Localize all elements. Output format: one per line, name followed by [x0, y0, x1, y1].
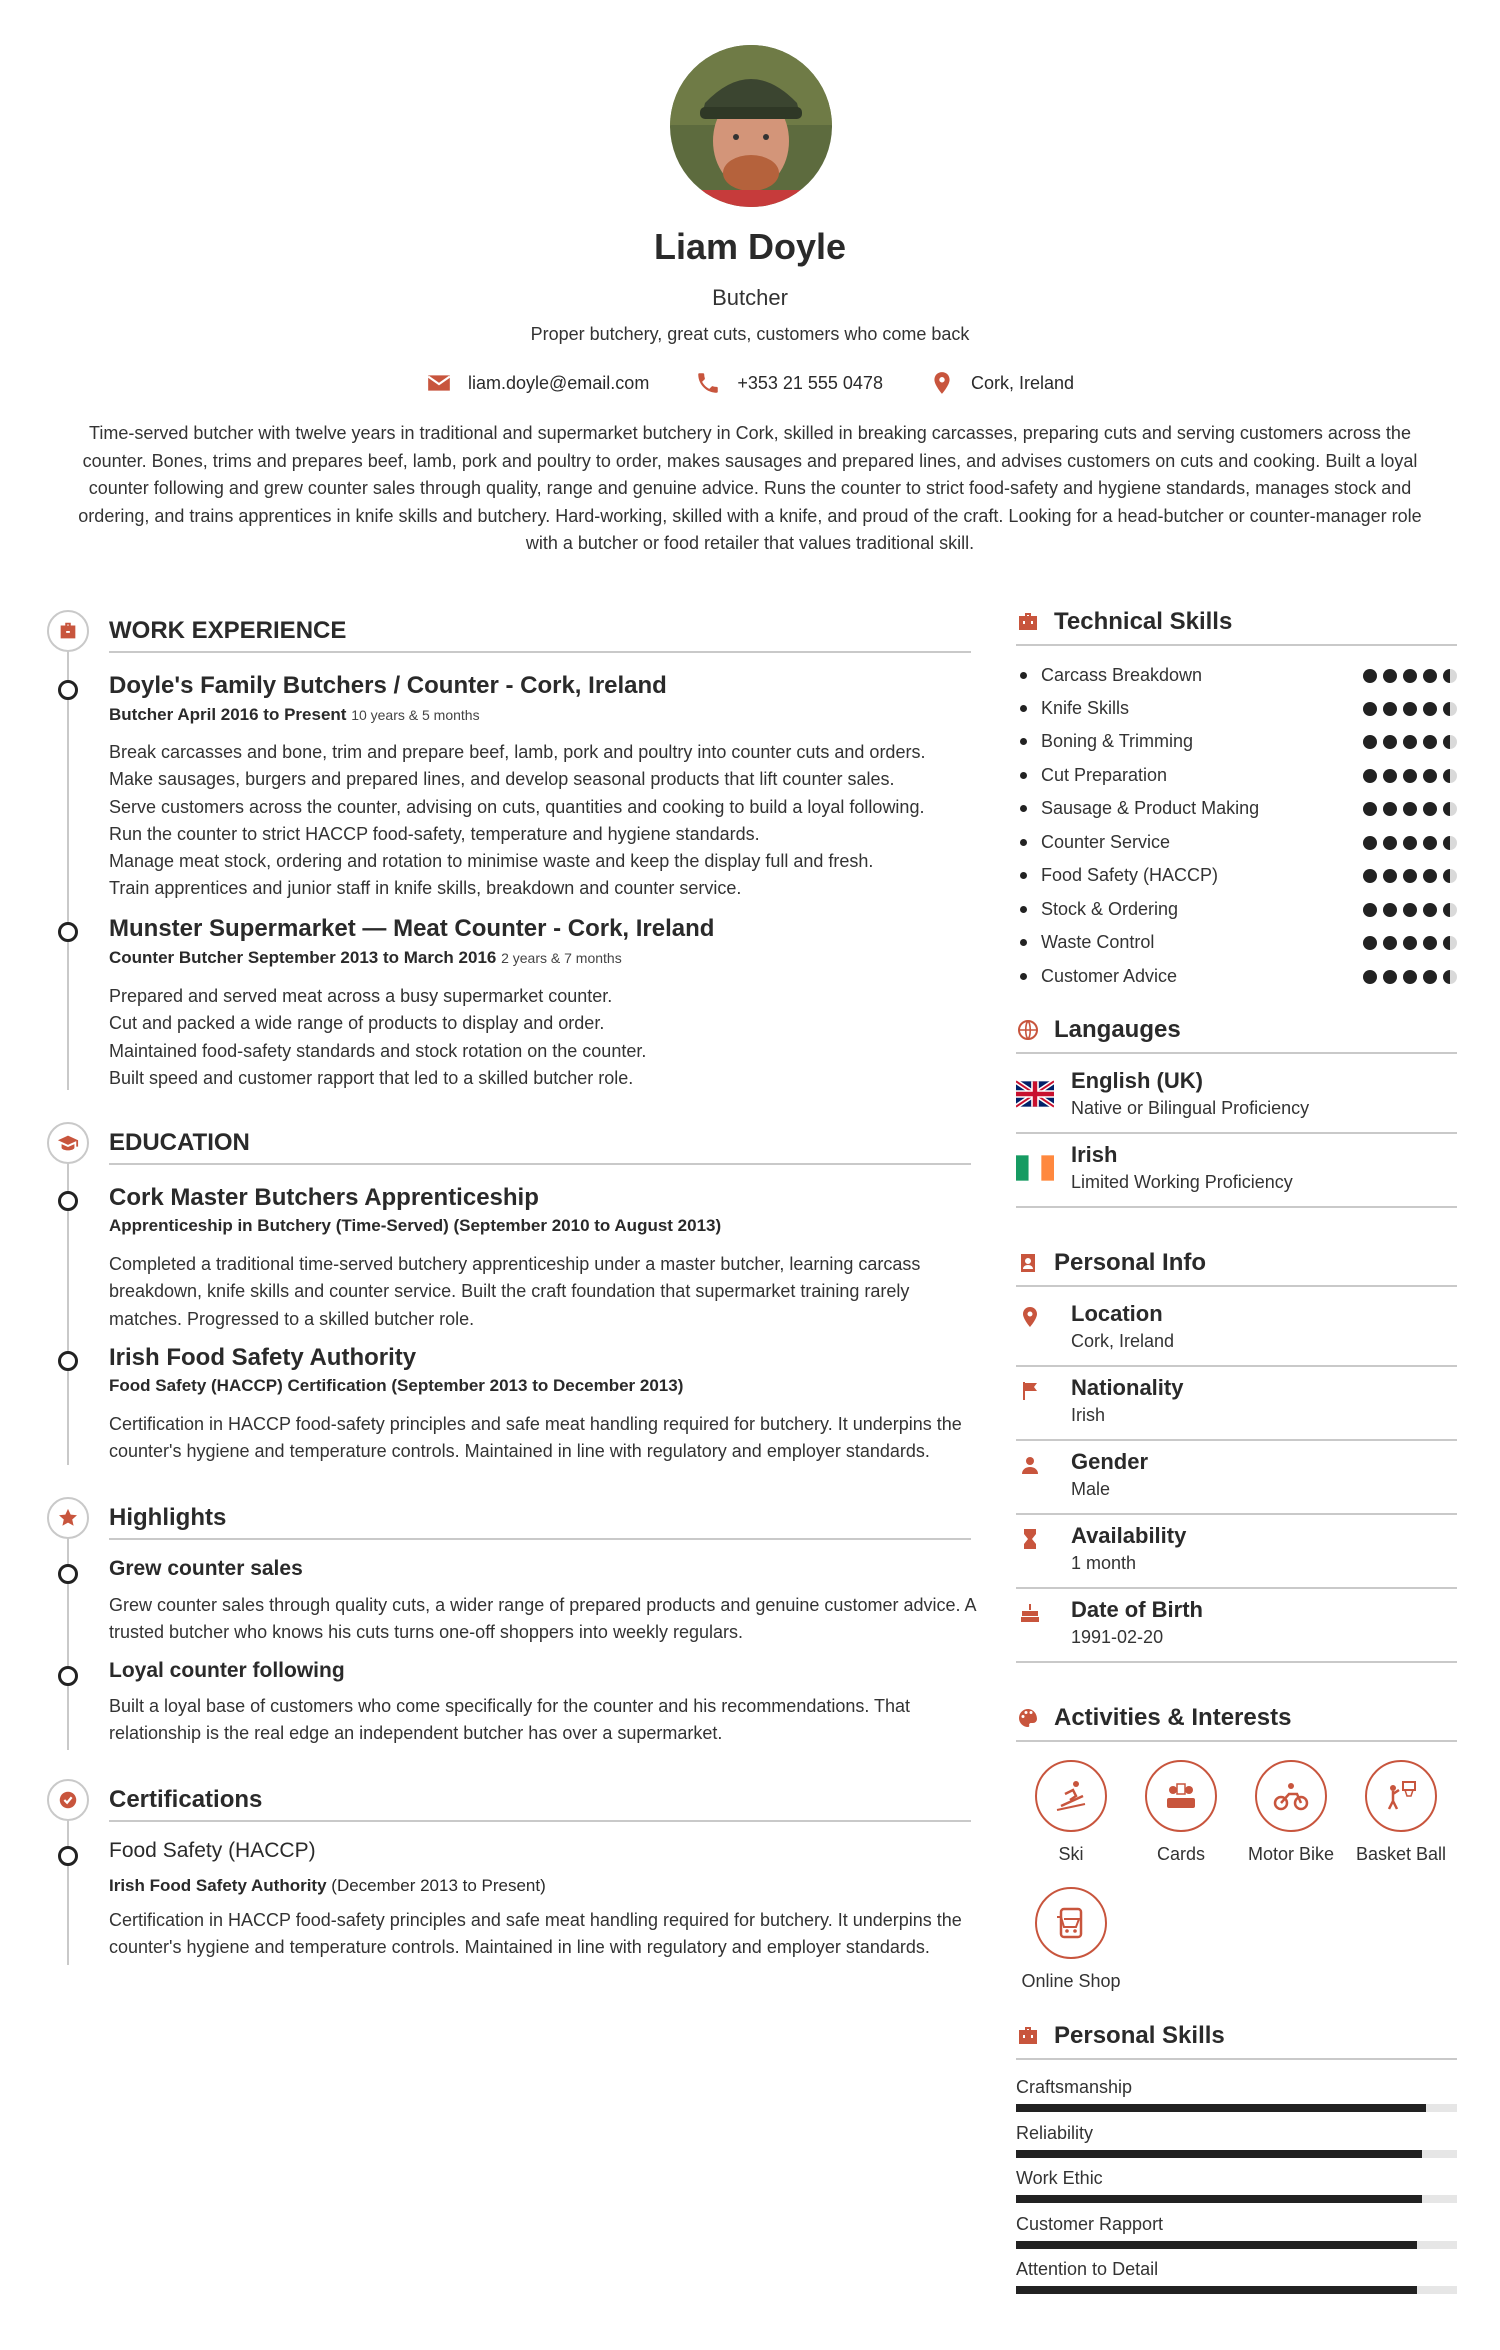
info-value: Cork, Ireland [1071, 1331, 1175, 1351]
language-row [1016, 1142, 1457, 1208]
language-name: English (UK) [1071, 1068, 1203, 1093]
job-title: Munster Supermarket — Meat Counter - Cork, Ireland [109, 915, 715, 942]
personal-skill-row [1016, 2259, 1457, 2294]
timeline-dot [58, 1351, 78, 1371]
activity-label: Cards [1156, 1844, 1205, 1864]
personal-skill-bar [1016, 2241, 1457, 2249]
job-role-text: Butcher April 2016 to Present [109, 705, 347, 724]
info-value: Male [1071, 1479, 1111, 1499]
certification-description: Certification in HACCP food-safety principles and safe meat handling required for butchery. It underpins the counter's hygiene and temperature controls. Maintained in line with regulatory and employer standards. [109, 1910, 962, 1958]
personal-info-row [1016, 1523, 1457, 1589]
technical-skill-row [1016, 725, 1457, 758]
education-title: Irish Food Safety Authority [109, 1344, 417, 1371]
job-description [109, 983, 979, 1092]
activity-label: Basket Ball [1355, 1844, 1447, 1864]
highlight-title: Loyal counter following [109, 1659, 345, 1682]
section-title-technical-skills [1016, 608, 1457, 646]
section-title-personal-info [1016, 1249, 1457, 1287]
personal-skill-row [1016, 2077, 1457, 2112]
personal-skill-bar [1016, 2150, 1457, 2158]
skill-rating [1363, 970, 1457, 984]
email-icon [426, 370, 452, 396]
bullet [1020, 772, 1027, 779]
certification-period: (December 2013 to Present) [331, 1876, 546, 1895]
timeline-dot [58, 922, 78, 942]
technical-skill-row [1016, 659, 1457, 692]
person-icon [1018, 1453, 1042, 1477]
language-name: Irish [1071, 1142, 1118, 1167]
technical-skill-row [1016, 893, 1457, 926]
highlight-description: Grew counter sales through quality cuts, a wider range of prepared products and genuine customer advice. A trusted butcher who knows his cuts turns one-off shoppers into weekly regulars. [109, 1595, 976, 1643]
section-title-text: Personal Info [1054, 1249, 1207, 1276]
bullet [1020, 672, 1027, 679]
candidate-tagline: Proper butchery, great cuts, customers who come back [530, 324, 970, 344]
activity-label: Ski [1058, 1844, 1084, 1864]
job-line: Train apprentices and junior staff in knife skills, breakdown and counter service. [109, 878, 742, 899]
bullet [1020, 705, 1027, 712]
skill-rating [1363, 936, 1457, 950]
skill-label: Carcass Breakdown [1041, 665, 1203, 685]
personal-info-row [1016, 1449, 1457, 1515]
job-duration: 2 years & 7 months [501, 950, 622, 966]
language-level: Limited Working Proficiency [1071, 1172, 1293, 1192]
section-title-certifications: Certifications [109, 1786, 971, 1822]
technical-skill-row [1016, 926, 1457, 959]
star-badge-icon [47, 1497, 89, 1539]
activity-label: Motor Bike [1247, 1844, 1335, 1864]
technical-skill-row [1016, 859, 1457, 892]
certification-issuer [109, 1876, 546, 1896]
skill-rating [1363, 903, 1457, 917]
ski-icon [1035, 1760, 1107, 1832]
skill-rating [1363, 702, 1457, 716]
phone-text: +353 21 555 0478 [737, 372, 883, 393]
job-line: Built speed and customer rapport that led to a skilled butcher role. [109, 1067, 634, 1088]
online-shop-icon [1035, 1887, 1107, 1959]
timeline-dot [58, 1846, 78, 1866]
candidate-name: Liam Doyle [653, 226, 847, 267]
language-level: Native or Bilingual Proficiency [1071, 1098, 1310, 1118]
personal-skill-fill [1016, 2286, 1417, 2294]
flag-icon [1018, 1379, 1042, 1403]
skill-label: Food Safety (HACCP) [1041, 865, 1219, 885]
timeline-dot [58, 1666, 78, 1686]
skill-label: Sausage & Product Making [1041, 798, 1260, 818]
skill-rating [1363, 769, 1457, 783]
certification-issuer-name: Irish Food Safety Authority [109, 1876, 327, 1895]
technical-skill-row [1016, 759, 1457, 792]
bullet [1020, 906, 1027, 913]
location-pin-icon [929, 370, 955, 396]
personal-skill-fill [1016, 2150, 1422, 2158]
activity-item [1021, 1887, 1121, 1992]
motorbike-icon [1255, 1760, 1327, 1832]
technical-skill-row [1016, 692, 1457, 725]
personal-info-row [1016, 1375, 1457, 1441]
education-description: Completed a traditional time-served butchery apprenticeship under a master butcher, learning carcass breakdown, knife skills and counter service. Built the craft foundation that supermarket training rarely matches. Progressed to a skilled butcher role. [109, 1254, 921, 1329]
personal-skill-row [1016, 2214, 1457, 2249]
job-line: Serve customers across the counter, advising on cuts, quantities and cooking to build a loyal following. [109, 796, 925, 817]
basketball-icon [1365, 1760, 1437, 1832]
bullet [1020, 973, 1027, 980]
personal-skill-row [1016, 2168, 1457, 2203]
profile-photo [670, 45, 832, 207]
personal-skill-label: Attention to Detail [1016, 2259, 1159, 2279]
skill-rating [1363, 669, 1457, 683]
candidate-role: Butcher [712, 285, 788, 310]
skill-label: Knife Skills [1041, 698, 1130, 718]
ireland-flag [1016, 1154, 1054, 1182]
education-title: Cork Master Butchers Apprenticeship [109, 1184, 539, 1211]
personal-info-row [1016, 1597, 1457, 1663]
personal-skill-bar [1016, 2195, 1457, 2203]
timeline-dot [58, 1191, 78, 1211]
job-line: Manage meat stock, ordering and rotation to minimise waste and keep the display full and fresh. [109, 851, 874, 872]
job-line: Run the counter to strict HACCP food-safety, temperature and hygiene standards. [109, 823, 760, 844]
personal-skill-label: Reliability [1016, 2123, 1094, 2143]
education-sub: Apprenticeship in Butchery (Time-Served) (September 2010 to August 2013) [109, 1216, 722, 1235]
skill-label: Cut Preparation [1041, 765, 1168, 785]
bullet [1020, 872, 1027, 879]
skill-label: Stock & Ordering [1041, 899, 1179, 919]
timeline-dot [58, 680, 78, 700]
toolbox-icon [1016, 2024, 1040, 2048]
section-title-highlights: Highlights [109, 1504, 971, 1540]
graduation-cap-icon [47, 1122, 89, 1164]
job-line: Maintained food-safety standards and stock rotation on the counter. [109, 1040, 647, 1061]
personal-skill-bar [1016, 2286, 1457, 2294]
info-label: Location [1071, 1301, 1163, 1326]
timeline-line [67, 1820, 69, 1965]
section-title-text: Activities & Interests [1054, 1704, 1292, 1731]
section-title-education: EDUCATION [109, 1129, 971, 1165]
skill-label: Customer Advice [1041, 966, 1178, 986]
timeline-line [67, 650, 69, 1090]
contact-email[interactable] [426, 370, 649, 396]
activity-item [1241, 1760, 1341, 1865]
id-badge-icon [1016, 1251, 1040, 1275]
job-line: Make sausages, burgers and prepared lines, and develop seasonal products that lift counter sales. [109, 769, 895, 790]
bullet [1020, 738, 1027, 745]
job-line: Cut and packed a wide range of products to display and order. [109, 1013, 605, 1034]
section-title-work: WORK EXPERIENCE [109, 617, 971, 653]
skill-label: Boning & Trimming [1041, 731, 1194, 751]
personal-skill-row [1016, 2123, 1457, 2158]
toolbox-icon [1016, 610, 1040, 634]
skill-label: Waste Control [1041, 932, 1155, 952]
email-text: liam.doyle@email.com [467, 372, 650, 393]
technical-skill-row [1016, 792, 1457, 825]
section-title-languages [1016, 1016, 1457, 1054]
timeline-dot [58, 1564, 78, 1584]
section-title-text: Langauges [1054, 1016, 1181, 1043]
job-role [109, 948, 622, 968]
globe-icon [1016, 1018, 1040, 1042]
section-title-text: Personal Skills [1054, 2022, 1225, 2049]
certificate-icon [47, 1779, 89, 1821]
highlight-description: Built a loyal base of customers who come specifically for the counter and his recommendations. That relationship is the real edge an independent butcher has over a supermarket. [109, 1696, 911, 1744]
personal-skill-label: Work Ethic [1016, 2168, 1103, 2188]
info-label: Availability [1071, 1523, 1187, 1548]
hourglass-icon [1018, 1527, 1042, 1551]
bullet [1020, 839, 1027, 846]
skill-rating [1363, 802, 1457, 816]
job-duration: 10 years & 5 months [351, 707, 480, 723]
profile-summary: Time-served butcher with twelve years in traditional and supermarket butchery in Cork, skilled in breaking carcasses, preparing cuts and serving customers across the counter. Bones, trims and prepares beef, lamb, pork and poultry to order, makes sausages and prepared lines, and advises customers on cuts and cooking. Built a loyal counter following and grew counter sales through quality, range and genuine advice. Runs the counter to strict food-safety and hygiene standards, manages stock and ordering, and trains apprentices in knife skills and butchery. Hard-working, skilled with a knife, and proud of the craft. Looking for a head-butcher or counter-manager role with a butcher or food retailer that values traditional skill. [78, 423, 1422, 553]
location-text: Cork, Ireland [970, 372, 1075, 393]
language-row [1016, 1068, 1457, 1134]
job-role-text: Counter Butcher September 2013 to March 2016 [109, 948, 497, 967]
job-line: Break carcasses and bone, trim and prepare beef, lamb, pork and poultry into counter cuts and orders. [109, 742, 926, 762]
contact-bar [0, 370, 1500, 396]
briefcase-icon [47, 610, 89, 652]
section-title-activities [1016, 1704, 1457, 1742]
certification-title: Food Safety (HACCP) [109, 1839, 316, 1862]
uk-flag [1016, 1080, 1054, 1108]
info-label: Gender [1071, 1449, 1149, 1474]
contact-phone[interactable] [695, 370, 883, 396]
info-label: Nationality [1071, 1375, 1184, 1400]
palette-icon [1016, 1706, 1040, 1730]
section-title-personal-skills [1016, 2022, 1457, 2060]
bullet [1020, 939, 1027, 946]
activity-item [1021, 1760, 1121, 1865]
skill-label: Counter Service [1041, 832, 1171, 852]
skill-rating [1363, 735, 1457, 749]
personal-skill-fill [1016, 2241, 1417, 2249]
job-description [109, 739, 979, 903]
job-title: Doyle's Family Butchers / Counter - Cork, Ireland [109, 672, 667, 699]
education-description: Certification in HACCP food-safety principles and safe meat handling required for butchery. It underpins the counter's hygiene and temperature controls. Maintained in line with regulatory and employer standards. [109, 1414, 962, 1462]
technical-skill-row [1016, 826, 1457, 859]
job-role [109, 705, 480, 725]
location-pin-icon [1018, 1305, 1042, 1329]
cake-icon [1018, 1601, 1042, 1625]
personal-skill-fill [1016, 2104, 1426, 2112]
phone-icon [695, 370, 721, 396]
skill-rating [1363, 869, 1457, 883]
technical-skill-row [1016, 960, 1457, 993]
personal-skill-label: Craftsmanship [1016, 2077, 1133, 2097]
contact-location [929, 370, 1074, 396]
job-line: Prepared and served meat across a busy supermarket counter. [109, 986, 613, 1006]
activity-item [1351, 1760, 1451, 1865]
section-title-text: Technical Skills [1054, 608, 1233, 635]
personal-skill-bar [1016, 2104, 1457, 2112]
personal-skill-label: Customer Rapport [1016, 2214, 1164, 2234]
info-value: Irish [1071, 1405, 1106, 1425]
info-value: 1 month [1071, 1553, 1137, 1573]
info-label: Date of Birth [1071, 1597, 1203, 1622]
personal-skill-fill [1016, 2195, 1422, 2203]
personal-info-row [1016, 1301, 1457, 1367]
cards-icon [1145, 1760, 1217, 1832]
education-sub: Food Safety (HACCP) Certification (September 2013 to December 2013) [109, 1376, 684, 1395]
bullet [1020, 805, 1027, 812]
skill-rating [1363, 836, 1457, 850]
activity-label: Online Shop [1021, 1971, 1121, 1991]
activity-item [1131, 1760, 1231, 1865]
highlight-title: Grew counter sales [109, 1557, 303, 1580]
info-value: 1991-02-20 [1071, 1627, 1164, 1647]
